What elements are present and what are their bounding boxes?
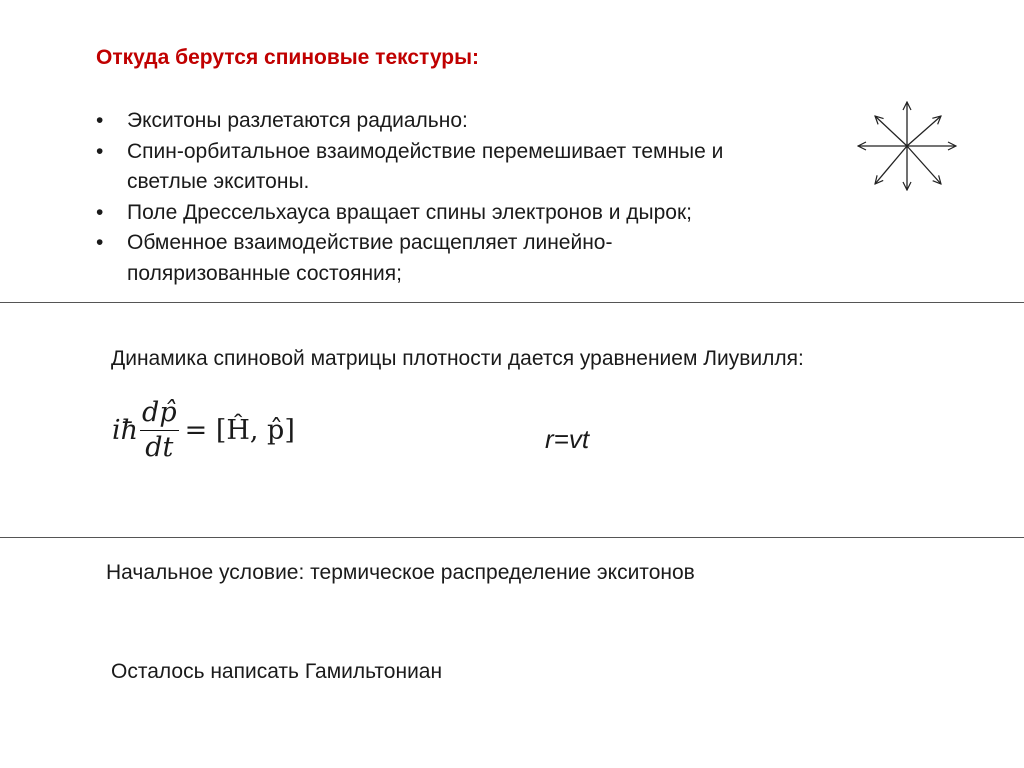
equation-fraction	[140, 398, 179, 463]
bullet-dot: •	[96, 231, 104, 254]
slide-title: Откуда берутся спиновые текстуры:	[96, 46, 480, 69]
radial-arrows-icon	[856, 100, 958, 192]
bullet-text: Спин-орбитальное взаимодействие перемешивает темные и светлые экситоны.	[127, 139, 724, 193]
bullet-text: Обменное взаимодействие расщепляет линейно-поляризованные состояния;	[127, 231, 613, 285]
initial-condition-text: Начальное условие: термическое распределение экситонов	[106, 561, 695, 584]
bullet-item	[96, 106, 856, 137]
divider-bottom	[0, 537, 1024, 538]
bullet-text: Экситоны разлетаются радиально:	[127, 109, 468, 132]
divider-top	[0, 302, 1024, 303]
equation-rhs: = [Ĥ, p̂]	[184, 415, 295, 446]
liouville-equation	[112, 398, 295, 463]
liouville-text: Динамика спиновой матрицы плотности дается уравнением Лиувилля:	[111, 347, 804, 370]
equation-lhs: iħ	[112, 415, 139, 446]
bullet-dot: •	[96, 200, 104, 224]
bullet-item	[96, 228, 856, 289]
bullet-dot: •	[96, 139, 104, 163]
rvt-formula: r=vt	[545, 424, 590, 454]
hamiltonian-note: Осталось написать Гамильтониан	[111, 660, 443, 683]
bullet-dot: •	[96, 109, 104, 132]
equation-denominator: dt	[145, 432, 174, 463]
bullet-list	[96, 106, 856, 289]
equation-numerator: dp̂	[140, 398, 179, 431]
bullet-item	[96, 137, 856, 198]
bullet-text: Поле Дрессельхауса вращает спины электронов и дырок;	[127, 200, 693, 224]
bullet-item	[96, 198, 856, 229]
